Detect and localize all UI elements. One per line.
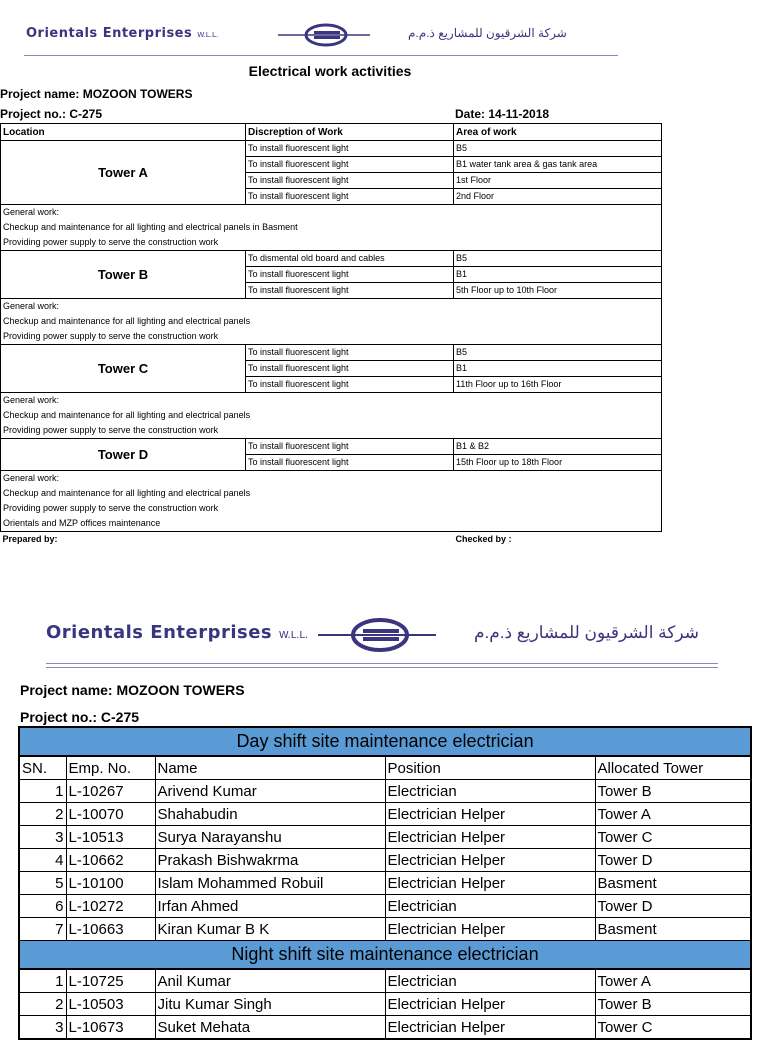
work-description: To install fluorescent light: [246, 361, 454, 377]
letterhead-rule: [24, 55, 618, 56]
employee-position: Electrician Helper: [385, 1016, 595, 1040]
column-header: Area of work: [454, 124, 662, 141]
employee-name: Kiran Kumar B K: [155, 918, 385, 941]
serial-number: 6: [19, 895, 66, 918]
employee-row: [19, 895, 751, 918]
project-number: Project no.: C-275: [20, 709, 140, 725]
general-work-row: [1, 408, 662, 423]
company-name-en: Orientals Enterprises W.L.L.: [46, 622, 308, 643]
column-header: Position: [385, 756, 595, 780]
general-work-row: [1, 393, 662, 409]
employee-name: Jitu Kumar Singh: [155, 993, 385, 1016]
employee-number: L-10100: [66, 872, 155, 895]
serial-number: 1: [19, 969, 66, 993]
employee-name: Shahabudin: [155, 803, 385, 826]
general-work-text: Checkup and maintenance for all lighting and electrical panels: [1, 486, 662, 501]
employee-row: [19, 993, 751, 1016]
allocated-tower: Tower A: [595, 969, 751, 993]
employee-position: Electrician Helper: [385, 872, 595, 895]
shift-title-row: [19, 941, 751, 970]
page-title: Electrical work activities: [248, 63, 412, 79]
company-name-ar: شركة الشرقيون للمشاريع ذ.م.م: [474, 623, 700, 642]
work-area: B5: [454, 345, 662, 361]
allocated-tower: Basment: [595, 918, 751, 941]
allocated-tower: Tower B: [595, 993, 751, 1016]
employee-number: L-10267: [66, 780, 155, 803]
work-area: B1: [454, 267, 662, 283]
project-name: Project name: MOZOON TOWERS: [20, 682, 245, 698]
general-work-text: General work:: [1, 205, 662, 221]
employee-position: Electrician Helper: [385, 803, 595, 826]
general-work-text: Checkup and maintenance for all lighting and electrical panels: [1, 408, 662, 423]
work-description: To install fluorescent light: [246, 345, 454, 361]
employee-row: [19, 1016, 751, 1040]
serial-number: 1: [19, 780, 66, 803]
company-logo-icon: [278, 20, 370, 50]
work-description: To install fluorescent light: [246, 189, 454, 205]
allocated-tower: Tower D: [595, 849, 751, 872]
report-date: Date: 14-11-2018: [455, 107, 550, 121]
company-logo-icon: [318, 613, 436, 657]
general-work-text: Providing power supply to serve the construction work: [1, 423, 662, 439]
allocated-tower: Tower C: [595, 1016, 751, 1040]
column-header: SN.: [19, 756, 66, 780]
employee-row: [19, 803, 751, 826]
general-work-row: [1, 205, 662, 221]
general-work-row: [1, 486, 662, 501]
allocated-tower: Tower B: [595, 780, 751, 803]
shift-title: Night shift site maintenance electrician: [19, 941, 751, 970]
employee-name: Prakash Bishwakrma: [155, 849, 385, 872]
general-work-text: General work:: [1, 299, 662, 315]
employee-row: [19, 849, 751, 872]
employee-number: L-10662: [66, 849, 155, 872]
serial-number: 4: [19, 849, 66, 872]
general-work-row: [1, 299, 662, 315]
employee-name: Arivend Kumar: [155, 780, 385, 803]
general-work-row: [1, 423, 662, 439]
employee-number: L-10272: [66, 895, 155, 918]
general-work-text: General work:: [1, 471, 662, 487]
letterhead-page1: [0, 0, 768, 60]
serial-number: 5: [19, 872, 66, 895]
employee-number: L-10070: [66, 803, 155, 826]
activity-row: [1, 439, 662, 455]
general-work-text: Providing power supply to serve the construction work: [1, 329, 662, 345]
serial-number: 2: [19, 803, 66, 826]
letterhead-rule: [46, 667, 718, 668]
employee-row: [19, 918, 751, 941]
employee-row: [19, 826, 751, 849]
employee-row: [19, 780, 751, 803]
letterhead-page2: [0, 605, 768, 675]
serial-number: 7: [19, 918, 66, 941]
company-name-en: Orientals Enterprises W.L.L.: [26, 26, 219, 41]
activities-header-row: [1, 124, 662, 141]
employee-name: Islam Mohammed Robuil: [155, 872, 385, 895]
activity-row: [1, 251, 662, 267]
work-description: To install fluorescent light: [246, 267, 454, 283]
activities-table: [0, 123, 662, 547]
work-area: B5: [454, 251, 662, 267]
employee-name: Irfan Ahmed: [155, 895, 385, 918]
work-area: 15th Floor up to 18th Floor: [454, 455, 662, 471]
checked-by-label: Checked by :: [454, 532, 662, 548]
allocated-tower: Tower D: [595, 895, 751, 918]
column-header-row: [19, 756, 751, 780]
allocated-tower: Basment: [595, 872, 751, 895]
tower-label: Tower A: [1, 141, 246, 205]
general-work-text: Checkup and maintenance for all lighting and electrical panels: [1, 314, 662, 329]
employee-position: Electrician: [385, 895, 595, 918]
work-description: To install fluorescent light: [246, 377, 454, 393]
general-work-row: [1, 314, 662, 329]
employee-name: Surya Narayanshu: [155, 826, 385, 849]
work-area: 2nd Floor: [454, 189, 662, 205]
work-description: To install fluorescent light: [246, 141, 454, 157]
electricians-table: [18, 726, 752, 1040]
serial-number: 3: [19, 826, 66, 849]
letterhead-rule: [46, 663, 718, 664]
work-area: B1 water tank area & gas tank area: [454, 157, 662, 173]
column-header: Name: [155, 756, 385, 780]
general-work-row: [1, 329, 662, 345]
employee-number: L-10725: [66, 969, 155, 993]
employee-name: Anil Kumar: [155, 969, 385, 993]
general-work-text: Checkup and maintenance for all lighting and electrical panels in Basment: [1, 220, 662, 235]
project-number: Project no.: C-275: [0, 107, 103, 121]
general-work-row: [1, 471, 662, 487]
project-name: Project name: MOZOON TOWERS: [0, 87, 193, 101]
work-description: To install fluorescent light: [246, 455, 454, 471]
employee-number: L-10503: [66, 993, 155, 1016]
serial-number: 3: [19, 1016, 66, 1040]
work-area: B1: [454, 361, 662, 377]
column-header: Allocated Tower: [595, 756, 751, 780]
employee-position: Electrician Helper: [385, 918, 595, 941]
general-work-text: Orientals and MZP offices maintenance: [1, 516, 662, 532]
general-work-row: [1, 220, 662, 235]
work-description: To dismental old board and cables: [246, 251, 454, 267]
allocated-tower: Tower C: [595, 826, 751, 849]
signature-row: [1, 532, 662, 548]
general-work-row: [1, 516, 662, 532]
employee-position: Electrician Helper: [385, 849, 595, 872]
work-area: 1st Floor: [454, 173, 662, 189]
column-header: Emp. No.: [66, 756, 155, 780]
shift-title-row: [19, 727, 751, 756]
column-header: Location: [1, 124, 246, 141]
employee-row: [19, 872, 751, 895]
serial-number: 2: [19, 993, 66, 1016]
activity-row: [1, 141, 662, 157]
tower-label: Tower C: [1, 345, 246, 393]
work-area: 5th Floor up to 10th Floor: [454, 283, 662, 299]
shift-title: Day shift site maintenance electrician: [19, 727, 751, 756]
tower-label: Tower B: [1, 251, 246, 299]
employee-number: L-10513: [66, 826, 155, 849]
employee-number: L-10673: [66, 1016, 155, 1040]
general-work-text: Providing power supply to serve the construction work: [1, 501, 662, 516]
employee-position: Electrician Helper: [385, 993, 595, 1016]
company-name-ar: شركة الشرقيون للمشاريع ذ.م.م: [408, 26, 567, 40]
general-work-row: [1, 501, 662, 516]
general-work-text: General work:: [1, 393, 662, 409]
tower-label: Tower D: [1, 439, 246, 471]
employee-position: Electrician Helper: [385, 826, 595, 849]
work-description: To install fluorescent light: [246, 439, 454, 455]
activity-row: [1, 345, 662, 361]
column-header: Discreption of Work: [246, 124, 454, 141]
employee-number: L-10663: [66, 918, 155, 941]
work-description: To install fluorescent light: [246, 173, 454, 189]
work-area: B5: [454, 141, 662, 157]
employee-name: Suket Mehata: [155, 1016, 385, 1040]
work-description: To install fluorescent light: [246, 157, 454, 173]
work-area: B1 & B2: [454, 439, 662, 455]
general-work-text: Providing power supply to serve the construction work: [1, 235, 662, 251]
work-description: To install fluorescent light: [246, 283, 454, 299]
employee-position: Electrician: [385, 780, 595, 803]
allocated-tower: Tower A: [595, 803, 751, 826]
employee-position: Electrician: [385, 969, 595, 993]
work-area: 11th Floor up to 16th Floor: [454, 377, 662, 393]
employee-row: [19, 969, 751, 993]
prepared-by-label: Prepared by:: [1, 532, 454, 548]
general-work-row: [1, 235, 662, 251]
